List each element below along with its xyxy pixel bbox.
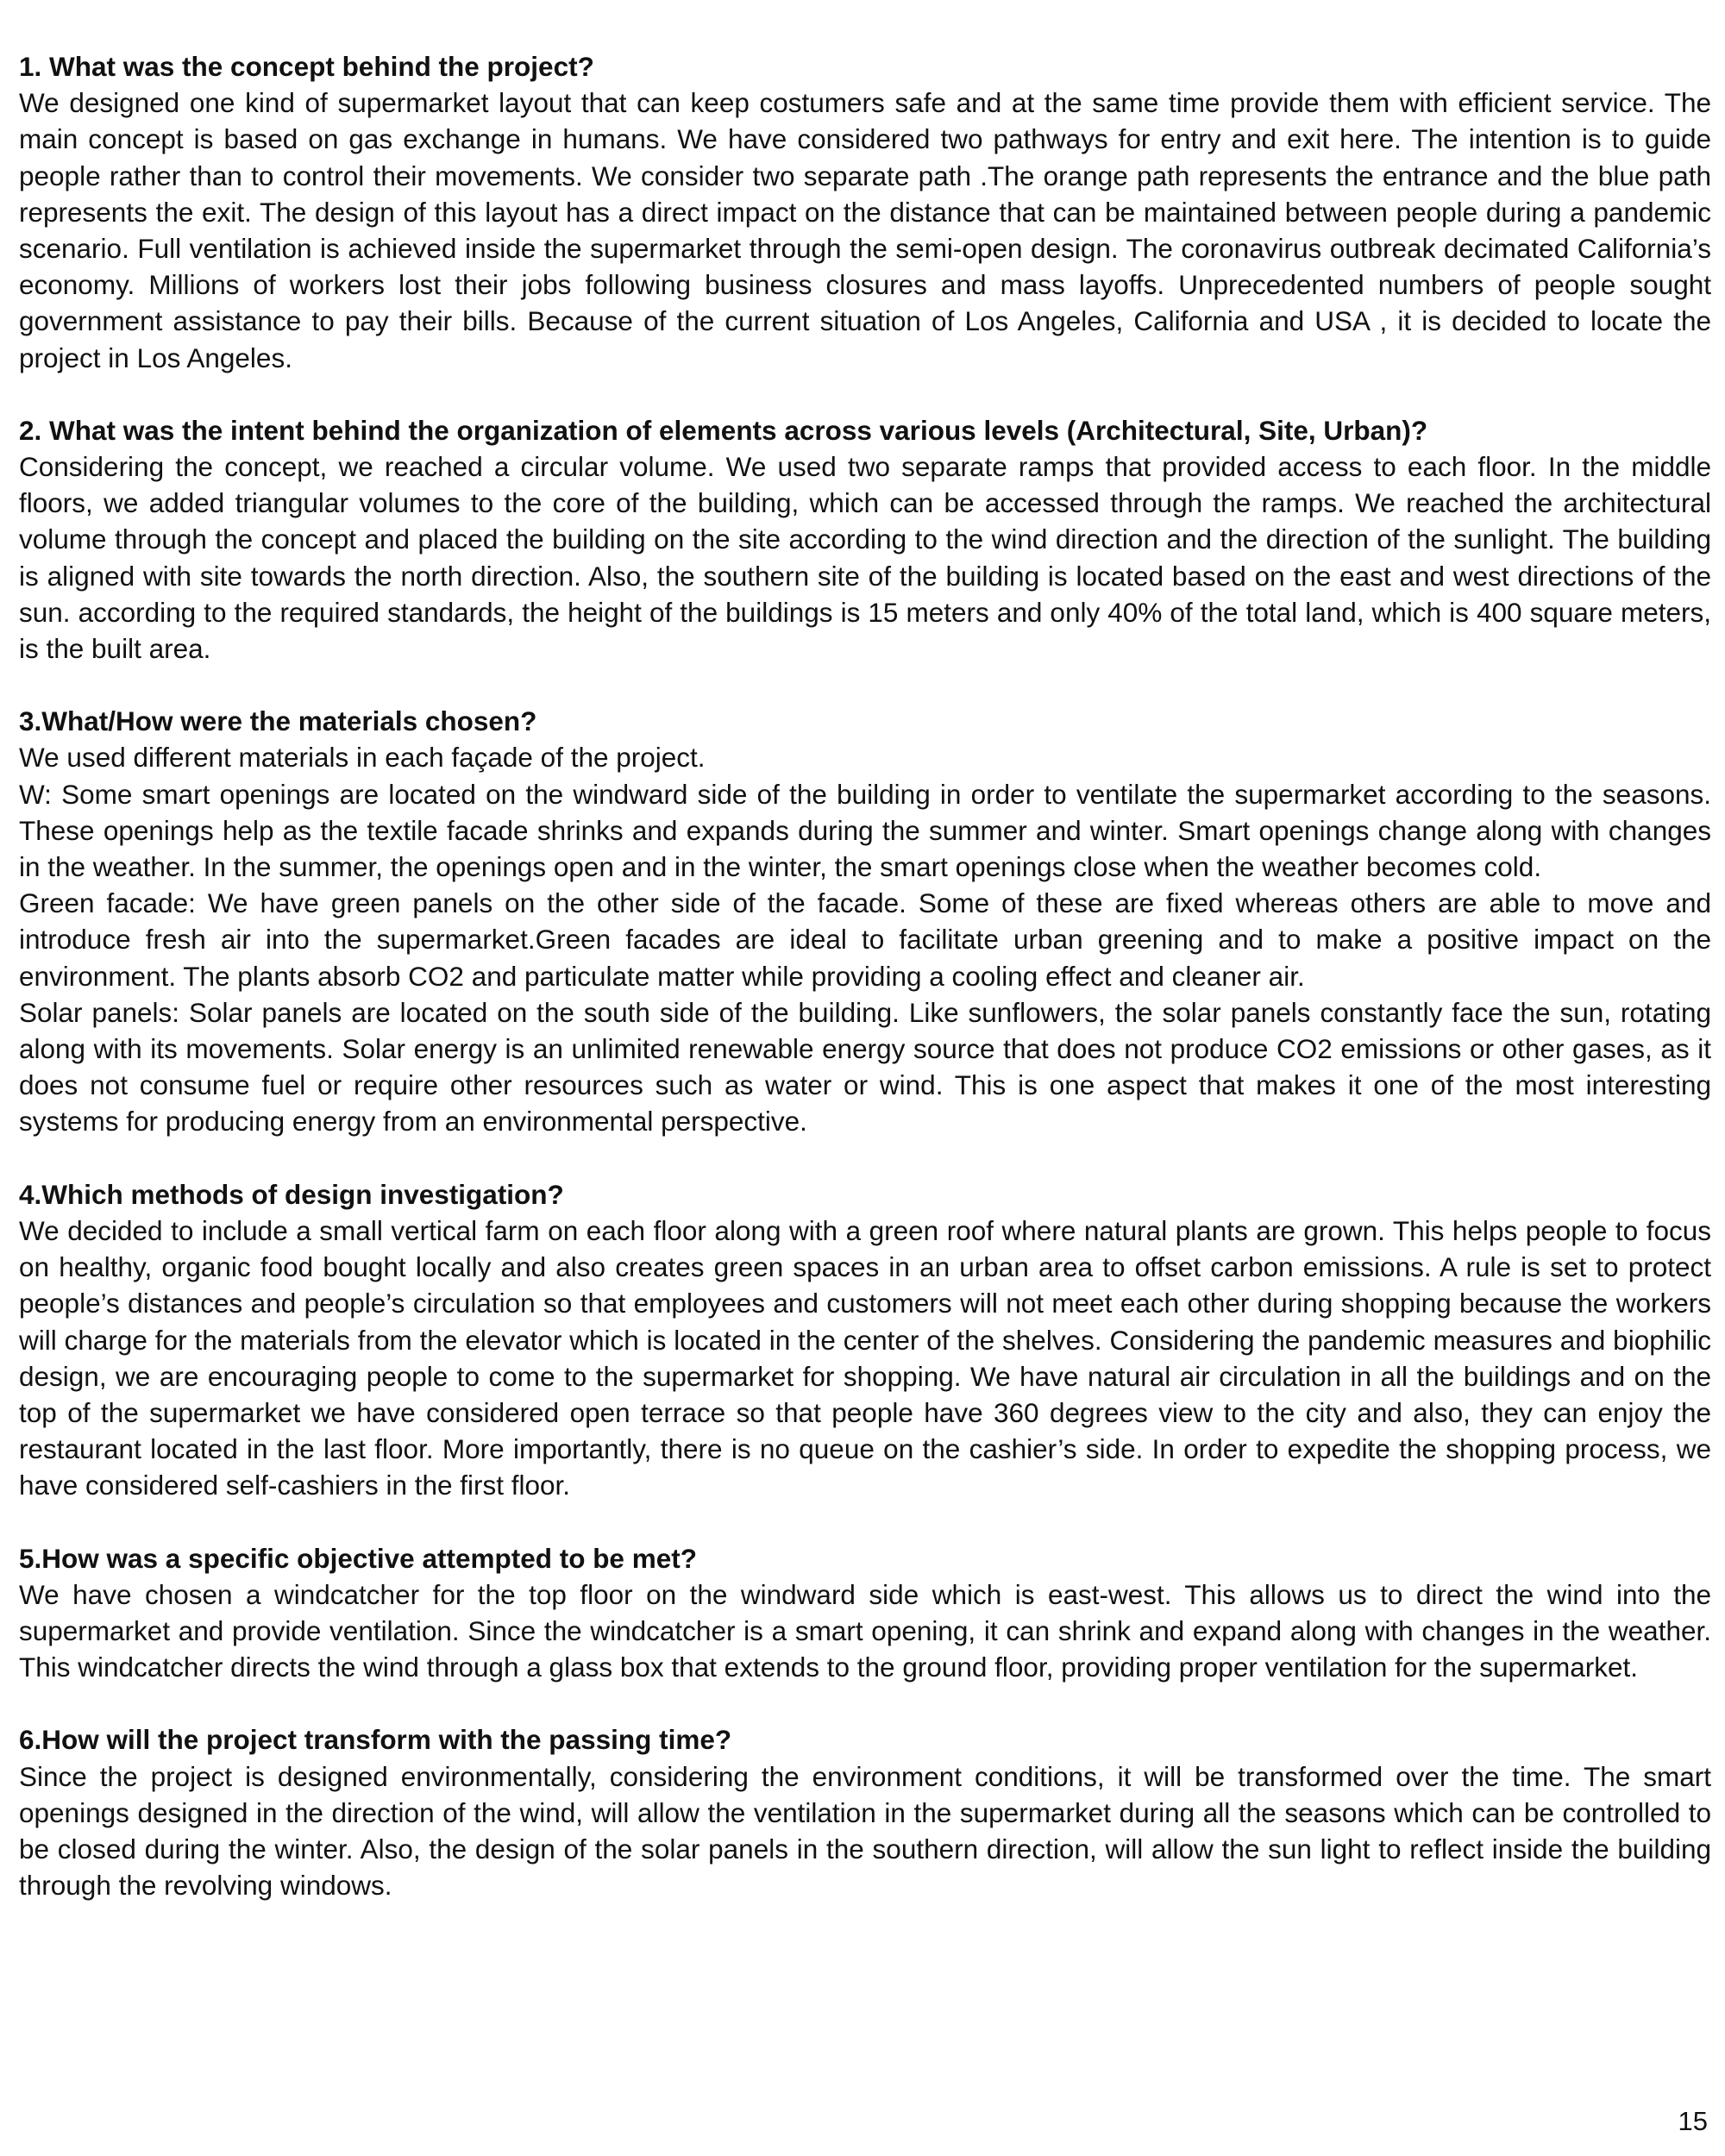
section-heading: 2. What was the intent behind the organization of elements across various levels (Architectural, Site, Urban)? (19, 414, 1428, 446)
section-transformation (19, 1721, 1711, 1903)
section-heading: 4.Which methods of design investigation? (19, 1178, 564, 1210)
section-paragraph: W: Some smart openings are located on the windward side of the building in order to ventilate the supermarket according to the seasons. These openings help as the textile facade shrinks and expands during the summer and winter. Smart openings change along with changes in the weather. In the summer, the openings open and in the winter, the smart openings close when the weather becomes cold. (19, 778, 1711, 883)
section-paragraph: Since the project is designed environmentally, considering the environment conditions, it will be transformed over the time. The smart openings designed in the direction of the wind, will allow the ventilation in the supermarket during all the seasons which can be controlled to be closed during the winter. Also, the design of the solar panels in the southern direction, will allow the sun light to reflect inside the building through the revolving windows. (19, 1760, 1711, 1902)
section-heading: 1. What was the concept behind the project? (19, 51, 594, 82)
section-paragraph: Green facade: We have green panels on the other side of the facade. Some of these are fixed whereas others are able to move and introduce fresh air into the supermarket.Green facades are ideal to facilitate urban greening and to make a positive impact on the environment. The plants absorb CO2 and particulate matter while providing a cooling effect and cleaner air. (19, 887, 1711, 992)
section-paragraph: Considering the concept, we reached a circular volume. We used two separate ramps that provided access to each floor. In the middle floors, we added triangular volumes to the core of the building, which can be accessed through the ramps. We reached the architectural volume through the concept and placed the building on the site according to the wind direction and the direction of the sunlight. The building is aligned with site towards the north direction. Also, the southern site of the building is located based on the east and west directions of the sun. according to the required standards, the height of the buildings is 15 meters and only 40% of the total land, which is 400 square meters, is the built area. (19, 451, 1711, 665)
section-heading: 6.How will the project transform with the passing time? (19, 1724, 732, 1756)
section-materials (19, 703, 1711, 1139)
section-paragraph: We decided to include a small vertical farm on each floor along with a green roof where natural plants are grown. This helps people to focus on healthy, organic food bought locally and also creates green spaces in an urban area to offset carbon emissions. A rule is set to protect people’s distances and people’s circulation so that employees and customers will not meet each other during shopping because the workers will charge for the materials from the elevator which is located in the center of the shelves. Considering the pandemic measures and biophilic design, we are encouraging people to come to the supermarket for shopping. We have natural air circulation in all the buildings and on the top of the supermarket we have considered open terrace so that people have 360 degrees view to the city and also, they can enjoy the restaurant located in the last floor. More importantly, there is no queue on the cashier’s side. In order to expedite the shopping process, we have considered self-cashiers in the first floor. (19, 1214, 1711, 1501)
section-methods (19, 1176, 1711, 1504)
section-heading: 5.How was a specific objective attempted to be met? (19, 1542, 697, 1574)
section-objective (19, 1540, 1711, 1686)
page-number: 15 (1678, 2106, 1708, 2136)
section-heading: 3.What/How were the materials chosen? (19, 705, 537, 737)
document-page (19, 48, 1711, 1940)
section-paragraph: We used different materials in each façade of the project. (19, 742, 706, 774)
section-organization (19, 412, 1711, 667)
section-concept (19, 48, 1711, 376)
section-paragraph: We have chosen a windcatcher for the top floor on the windward side which is east-west. This allows us to direct the wind into the supermarket and provide ventilation. Since the windcatcher is a smart opening, it can shrink and expand along with changes in the weather. This windcatcher directs the wind through a glass box that extends to the ground floor, providing proper ventilation for the supermarket. (19, 1578, 1711, 1683)
section-paragraph: Solar panels: Solar panels are located on the south side of the building. Like sunflowers, the solar panels constantly face the sun, rotating along with its movements. Solar energy is an unlimited renewable energy source that does not produce CO2 emissions or other gases, as it does not consume fuel or require other resources such as water or wind. This is one aspect that makes it one of the most interesting systems for producing energy from an environmental perspective. (19, 996, 1711, 1138)
section-paragraph: We designed one kind of supermarket layout that can keep costumers safe and at the same time provide them with efficient service. The main concept is based on gas exchange in humans. We have considered two pathways for entry and exit here. The intention is to guide people rather than to control their movements. We consider two separate path .The orange path represents the entrance and the blue path represents the exit. The design of this layout has a direct impact on the distance that can be maintained between people during a pandemic scenario. Full ventilation is achieved inside the supermarket through the semi-open design. The coronavirus outbreak decimated California’s economy. Millions of workers lost their jobs following business closures and mass layoffs. Unprecedented numbers of people sought government assistance to pay their bills. Because of the current situation of Los Angeles, California and USA , it is decided to locate the project in Los Angeles. (19, 87, 1711, 373)
